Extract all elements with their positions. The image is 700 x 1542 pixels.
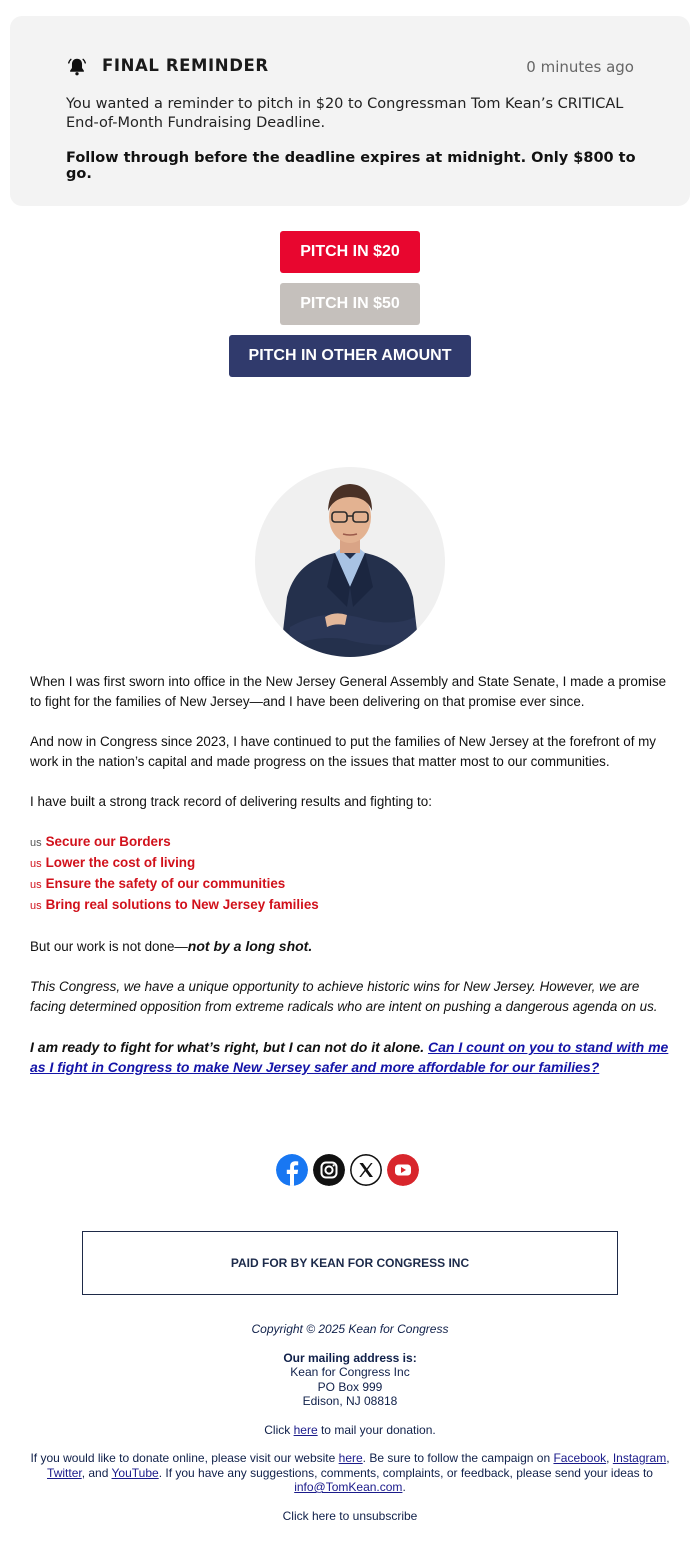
portrait-illustration — [255, 467, 445, 657]
paragraph-not-done — [30, 936, 670, 957]
us-flag-marker: us — [30, 879, 42, 891]
reminder-emphasis: Follow through before the deadline expires at midnight. Only $800 to go. — [66, 150, 636, 182]
priorities-list — [30, 832, 670, 916]
cta-link[interactable]: Can I count on you to stand with me as I fight in Congress to make New Jersey safer and more affordable for our families? — [30, 1039, 669, 1075]
letter-body — [30, 672, 670, 1097]
paragraph-congress: And now in Congress since 2023, I have continued to put the families of New Jersey at the forefront of my work in the nation’s capital and made progress on the issues that matter most to our communities. — [30, 734, 656, 769]
address-line: PO Box 999 — [317, 1379, 383, 1394]
facebook-icon[interactable] — [276, 1154, 308, 1186]
paid-for-disclaimer: PAID FOR BY KEAN FOR CONGRESS INC — [82, 1231, 618, 1295]
online-donation-paragraph — [20, 1451, 680, 1495]
pitch-in-other-amount-button[interactable]: PITCH IN OTHER AMOUNT — [229, 335, 471, 377]
mail-donation-line — [20, 1423, 680, 1438]
online-text: If you would like to donate online, please visit our website — [30, 1451, 339, 1465]
us-flag-marker: us — [30, 837, 42, 849]
mail-donation-link[interactable]: here — [293, 1422, 318, 1437]
paragraph-track-record: I have built a strong track record of delivering results and fighting to: — [30, 794, 432, 809]
bell-icon — [66, 56, 88, 78]
list-item — [30, 853, 670, 874]
list-item — [30, 895, 670, 916]
pitch-in-20-button[interactable]: PITCH IN $20 — [280, 231, 420, 273]
us-flag-marker: us — [30, 900, 42, 912]
instagram-icon[interactable] — [313, 1154, 345, 1186]
separator: , — [606, 1451, 613, 1465]
facebook-link[interactable]: Facebook — [553, 1451, 607, 1465]
separator: , — [666, 1451, 670, 1465]
mail-donation-text: to mail your donation. — [317, 1422, 436, 1437]
pitch-in-50-button[interactable]: PITCH IN $50 — [280, 283, 420, 325]
online-text: . Be sure to follow the campaign on — [362, 1451, 554, 1465]
separator: . — [402, 1480, 406, 1494]
social-links — [276, 1154, 422, 1186]
list-item — [30, 874, 670, 895]
email-link[interactable]: info@TomKean.com — [294, 1480, 403, 1494]
youtube-link[interactable]: YouTube — [111, 1465, 159, 1480]
us-flag-marker: us — [30, 858, 42, 870]
list-item — [30, 832, 670, 853]
list-item-text: Lower the cost of living — [45, 855, 196, 870]
separator: , and — [81, 1465, 112, 1480]
instagram-link[interactable]: Instagram — [612, 1451, 667, 1465]
reminder-title: FINAL REMINDER — [102, 56, 269, 75]
reminder-card — [10, 16, 690, 206]
not-done-emphasis: not by a long shot. — [187, 938, 313, 954]
footer — [20, 1322, 680, 1523]
youtube-icon[interactable] — [387, 1154, 419, 1186]
list-item-text: Ensure the safety of our communities — [45, 876, 286, 891]
address-line: Kean for Congress Inc — [290, 1365, 410, 1379]
list-item-text: Secure our Borders — [45, 834, 171, 849]
unsubscribe-link[interactable]: Click here to unsubscribe — [282, 1508, 418, 1523]
paragraph-call-to-action — [30, 1037, 670, 1077]
paragraph-intro: When I was first sworn into office in the New Jersey General Assembly and State Senate, I made a promise to fight for the families of New Jersey—and I have been delivering on that promise ever since. — [30, 674, 667, 709]
mailing-address-label: Our mailing address is: — [283, 1350, 417, 1365]
x-icon[interactable] — [350, 1154, 382, 1186]
mail-click-text: Click — [264, 1422, 294, 1437]
reminder-timestamp: 0 minutes ago — [526, 58, 634, 76]
address-line: Edison, NJ 08818 — [302, 1394, 398, 1408]
candidate-portrait — [255, 467, 445, 657]
reminder-body: You wanted a reminder to pitch in $20 to Congressman Tom Kean’s CRITICAL End-of-Month Fundraising Deadline. — [66, 96, 624, 131]
copyright-text: Copyright © 2025 Kean for Congress — [251, 1322, 449, 1336]
website-link[interactable]: here — [338, 1451, 363, 1465]
online-text: . If you have any suggestions, comments, complaints, or feedback, please send your ideas to — [158, 1465, 653, 1480]
cta-lead: I am ready to fight for what’s right, but I can not do it alone. — [30, 1039, 428, 1055]
not-done-lead: But our work is not done— — [30, 939, 188, 954]
paragraph-opportunity: This Congress, we have a unique opportunity to achieve historic wins for New Jersey. However, we are facing determined opposition from extreme radicals who are intent on pushing a dangerous agenda on us. — [30, 979, 658, 1014]
list-item-text: Bring real solutions to New Jersey families — [45, 897, 319, 912]
twitter-link[interactable]: Twitter — [47, 1465, 82, 1480]
